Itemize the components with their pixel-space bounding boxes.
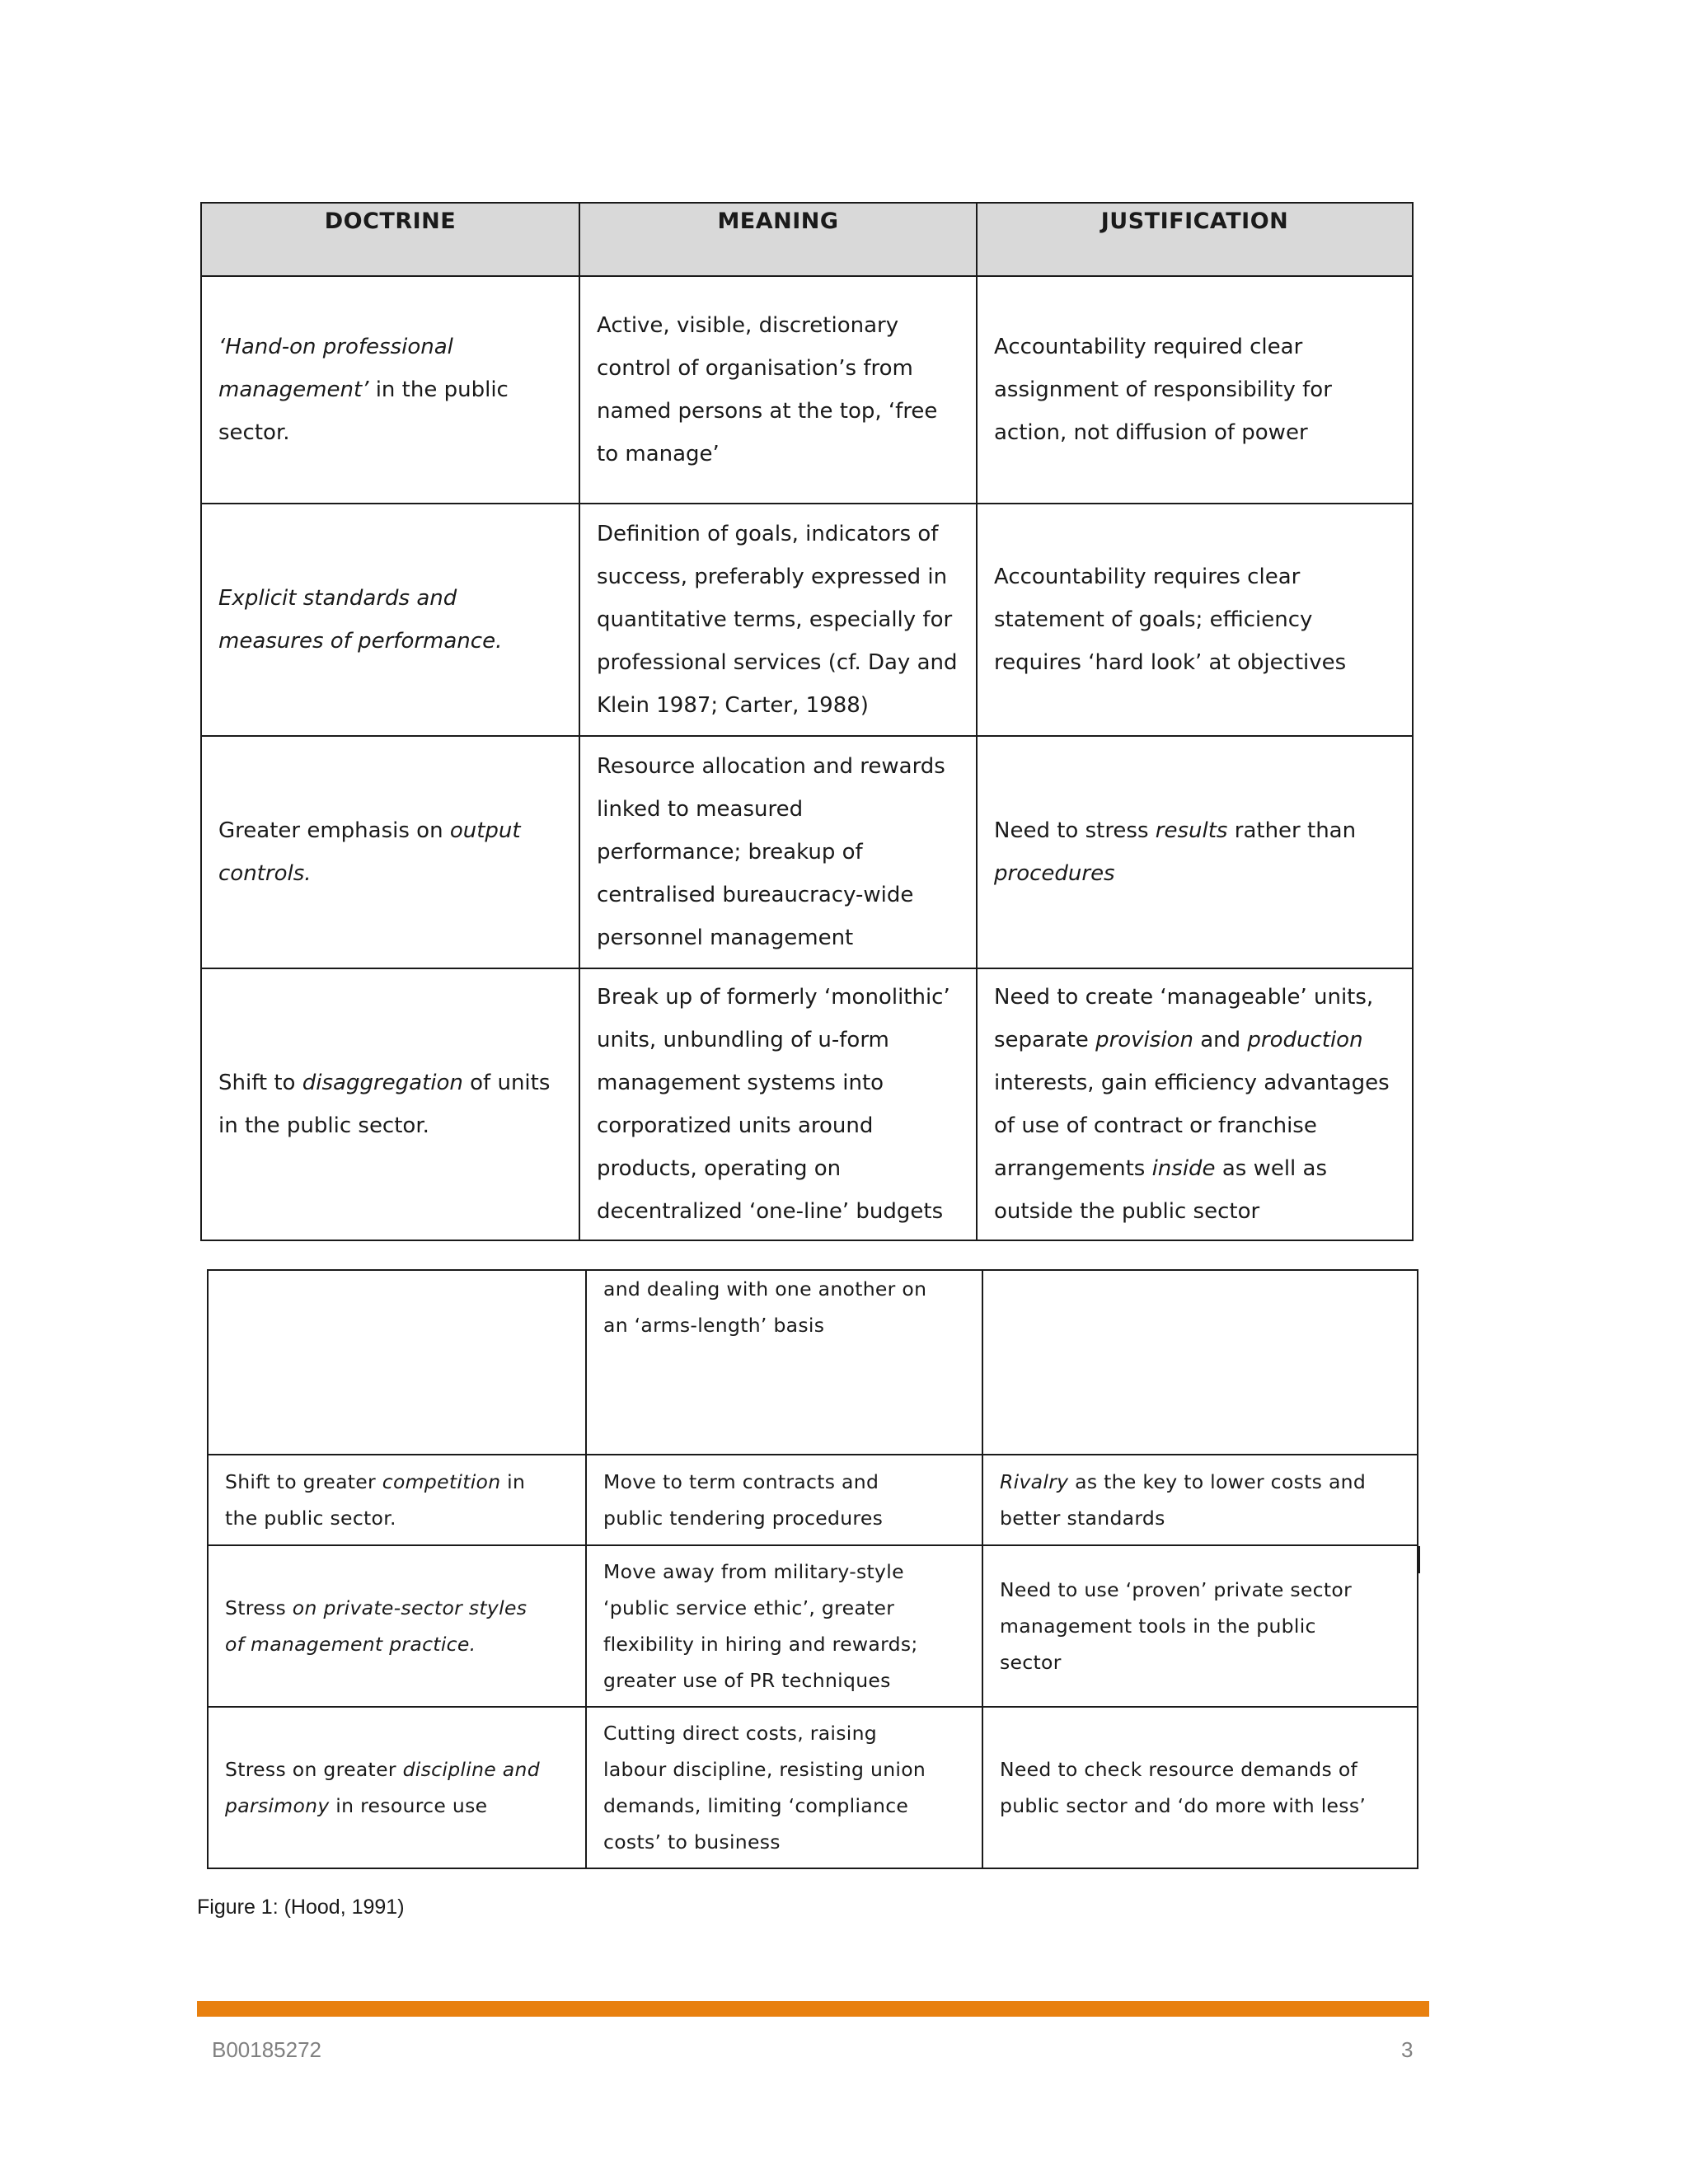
- meaning-cell: Break up of formerly ‘monolithic’ units, unbundling of u-form management systems into corporatized units around products, operating on decentralized ‘one-line’ budgets: [579, 968, 977, 1240]
- doctrine-table: [200, 202, 1414, 1241]
- meaning-cell: Resource allocation and rewards linked to measured performance; breakup of centralised bureaucracy-wide personnel management: [579, 736, 977, 968]
- table-row: [208, 1455, 1418, 1545]
- italic-text: competition: [382, 1470, 501, 1493]
- italic-text: procedures: [994, 861, 1115, 886]
- doctrine-cell: Greater emphasis on output controls.: [201, 736, 579, 968]
- italic-text: inside: [1151, 1156, 1216, 1181]
- italic-text: parsimony: [225, 1794, 330, 1817]
- meaning-cell: Move to term contracts and public tendering procedures: [586, 1455, 982, 1545]
- footer-page-number: 3: [1401, 2037, 1414, 2062]
- doctrine-cell: Explicit standards and measures of performance.: [201, 504, 579, 736]
- doctrine-cell: ‘Hand-on professional management’ in the public sector.: [201, 276, 579, 504]
- justification-cell: Rivalry as the key to lower costs and better standards: [982, 1455, 1418, 1545]
- italic-text: Rivalry: [1000, 1470, 1069, 1493]
- figure-caption: Figure 1: (Hood, 1991): [197, 1896, 405, 1919]
- meaning-cell: Active, visible, discretionary control of organisation’s from named persons at the top, ‘free to manage’: [579, 276, 977, 504]
- table-header-row: [201, 203, 1413, 276]
- italic-text: provision: [1095, 1028, 1193, 1052]
- italic-text: controls.: [218, 861, 312, 886]
- table-row: [208, 1707, 1418, 1868]
- justification-cell: Need to check resource demands of public sector and ‘do more with less’: [982, 1707, 1418, 1868]
- justification-cell: Accountability required clear assignment of responsibility for action, not diffusion of power: [977, 276, 1413, 504]
- footer-divider-bar: [197, 2001, 1429, 2017]
- table-row: [201, 504, 1413, 736]
- header-justification: JUSTIFICATION: [977, 203, 1413, 276]
- text-cursor: [1418, 1546, 1420, 1573]
- doctrine-table-continued: [207, 1269, 1418, 1869]
- italic-text: discipline and: [402, 1758, 540, 1781]
- justification-cell: Need to use ‘proven’ private sector management tools in the public sector: [982, 1545, 1418, 1707]
- doctrine-cell: Shift to greater competition in the public sector.: [208, 1455, 586, 1545]
- table-row: [201, 276, 1413, 504]
- doctrine-cell: [208, 1270, 586, 1455]
- justification-cell: [982, 1270, 1418, 1455]
- justification-cell: Need to create ‘manageable’ units, separate provision and production interests, gain efficiency advantages of use of contract or franchise arrangements inside as well as outside the public sector: [977, 968, 1413, 1240]
- italic-text: output: [449, 818, 521, 843]
- italic-text: disaggregation: [302, 1071, 463, 1095]
- table-row: [201, 968, 1413, 1240]
- doctrine-cell: Stress on private-sector styles of management practice.: [208, 1545, 586, 1707]
- italic-text: management’: [218, 377, 369, 402]
- table-row: [201, 736, 1413, 968]
- table-row: [208, 1270, 1418, 1455]
- italic-text: results: [1155, 818, 1228, 843]
- meaning-cell: Cutting direct costs, raising labour discipline, resisting union demands, limiting ‘compliance costs’ to business: [586, 1707, 982, 1868]
- doctrine-cell: Shift to disaggregation of units in the public sector.: [201, 968, 579, 1240]
- italic-text: production: [1247, 1028, 1363, 1052]
- meaning-cell: and dealing with one another on an ‘arms-length’ basis: [586, 1270, 982, 1455]
- table-row: [208, 1545, 1418, 1707]
- meaning-cell: Definition of goals, indicators of success, preferably expressed in quantitative terms, especially for professional services (cf. Day and Klein 1987; Carter, 1988): [579, 504, 977, 736]
- justification-cell: Need to stress results rather than procedures: [977, 736, 1413, 968]
- doctrine-cell: Stress on greater discipline and parsimony in resource use: [208, 1707, 586, 1868]
- justification-cell: Accountability requires clear statement of goals; efficiency requires ‘hard look’ at objectives: [977, 504, 1413, 736]
- italic-text: on private-sector styles: [292, 1596, 528, 1619]
- italic-text: ‘Hand-on professional: [218, 335, 453, 359]
- meaning-cell: Move away from military-style ‘public service ethic’, greater flexibility in hiring and rewards; greater use of PR techniques: [586, 1545, 982, 1707]
- header-doctrine: DOCTRINE: [201, 203, 579, 276]
- footer-student-id: B00185272: [212, 2037, 322, 2062]
- header-meaning: MEANING: [579, 203, 977, 276]
